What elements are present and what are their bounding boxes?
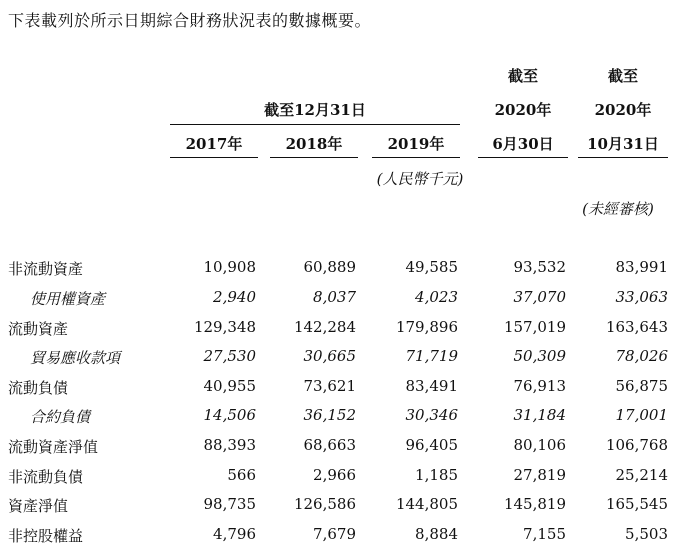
table-cell: 96,405 [405,436,458,454]
table-cell: 93,532 [513,258,566,276]
table-cell: 7,155 [523,525,566,543]
table-cell: 129,348 [193,318,256,336]
col-header-oct31: 10月31日 [587,135,659,153]
table-cell: 17,001 [615,406,668,424]
table-cell: 73,621 [303,377,356,395]
table-cell: 37,070 [513,288,566,306]
table-cell: 88,393 [203,436,256,454]
col-header-2019: 2019年 [387,135,445,153]
col-header-rule [170,157,258,158]
table-cell: 2,966 [313,466,356,484]
row-label: 資產淨值 [8,497,69,515]
row-label: 非流動負債 [8,468,84,486]
col-header-rule [372,157,460,158]
table-cell: 4,023 [415,288,458,306]
row-label: 合約負債 [30,408,91,426]
table-cell: 25,214 [615,466,668,484]
table-cell: 145,819 [503,495,566,513]
table-cell: 30,346 [405,406,458,424]
table-cell: 40,955 [203,377,256,395]
row-label: 非控股權益 [8,527,84,545]
table-cell: 8,884 [415,525,458,543]
table-cell: 2,940 [213,288,256,306]
table-cell: 98,735 [203,495,256,513]
table-cell: 126,586 [293,495,356,513]
table-cell: 10,908 [203,258,256,276]
table-cell: 106,768 [605,436,668,454]
col-header-top2: 2020年 [494,101,552,119]
col-header-2018: 2018年 [285,135,343,153]
col-header-2017: 2017年 [185,135,243,153]
table-cell: 83,991 [615,258,668,276]
table-cell: 566 [227,466,256,484]
row-label: 貿易應收款項 [30,349,121,367]
table-cell: 27,819 [513,466,566,484]
row-label: 流動負債 [8,379,69,397]
table-cell: 83,491 [405,377,458,395]
table-cell: 31,184 [513,406,566,424]
table-cell: 14,506 [203,406,256,424]
table-cell: 165,545 [605,495,668,513]
col-header-top1: 截至 [607,67,638,85]
table-cell: 142,284 [293,318,356,336]
unaudited-note: (未經審核) [582,200,654,218]
table-cell: 33,063 [615,288,668,306]
table-cell: 50,309 [513,347,566,365]
table-cell: 163,643 [605,318,668,336]
row-label: 非流動資產 [8,260,84,278]
table-cell: 1,185 [415,466,458,484]
table-cell: 7,679 [313,525,356,543]
table-cell: 76,913 [513,377,566,395]
table-cell: 8,037 [313,288,356,306]
group-header-rule [170,124,460,125]
table-cell: 71,719 [405,347,458,365]
row-label: 流動資產淨值 [8,438,99,456]
col-header-top1: 截至 [507,67,538,85]
row-label: 使用權資產 [30,290,106,308]
table-cell: 5,503 [625,525,668,543]
table-cell: 68,663 [303,436,356,454]
col-header-top2: 2020年 [594,101,652,119]
intro-text: 下表載列於所示日期綜合財務狀況表的數據概要。 [8,11,372,30]
table-cell: 36,152 [303,406,356,424]
currency-unit: (人民幣千元) [376,170,464,188]
col-header-rule [478,157,568,158]
group-header: 截至12月31日 [264,101,366,119]
table-cell: 60,889 [303,258,356,276]
table-cell: 30,665 [303,347,356,365]
table-cell: 4,796 [213,525,256,543]
table-cell: 49,585 [405,258,458,276]
col-header-rule [578,157,668,158]
row-label: 流動資產 [8,320,69,338]
col-header-rule [270,157,358,158]
col-header-jun30: 6月30日 [492,135,554,153]
table-cell: 144,805 [395,495,458,513]
table-cell: 80,106 [513,436,566,454]
table-cell: 157,019 [503,318,566,336]
table-cell: 78,026 [615,347,668,365]
table-cell: 56,875 [615,377,668,395]
table-cell: 27,530 [203,347,256,365]
table-cell: 179,896 [395,318,458,336]
